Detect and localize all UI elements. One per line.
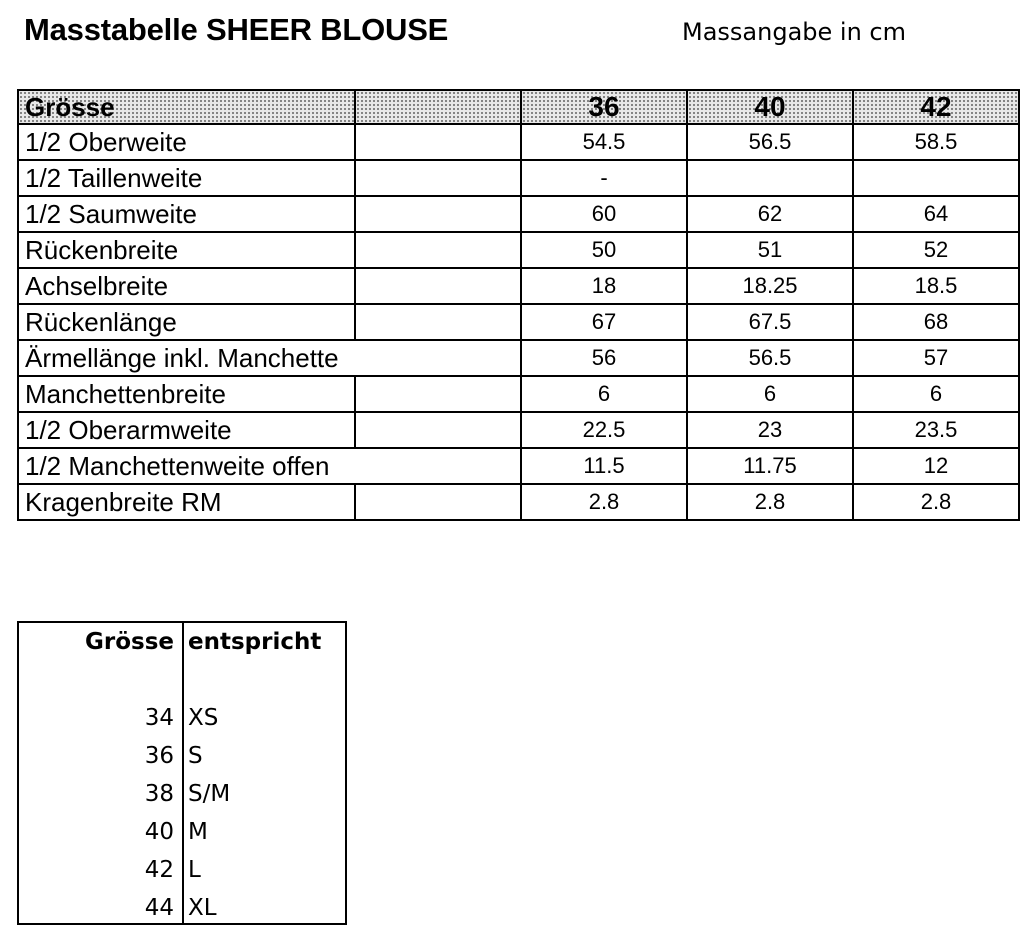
value-cell: 51 (687, 232, 853, 268)
value-cell: 11.75 (687, 448, 853, 484)
blank-cell (355, 268, 521, 304)
equivalent-column-header: entspricht (188, 629, 322, 655)
size-header-label: Grösse (18, 90, 355, 124)
size-equivalent: M (188, 819, 208, 845)
value-cell: 6 (687, 376, 853, 412)
row-label: Rückenlänge (18, 304, 355, 340)
size-number: 44 (144, 895, 174, 921)
table-row (18, 160, 1019, 196)
row-label: Kragenbreite RM (18, 484, 355, 520)
row-label: Achselbreite (18, 268, 355, 304)
value-cell: 56 (521, 340, 687, 376)
value-cell: 22.5 (521, 412, 687, 448)
size-header-42: 42 (853, 90, 1019, 124)
value-cell: 68 (853, 304, 1019, 340)
size-equivalent: S/M (188, 781, 231, 807)
value-cell: - (521, 160, 687, 196)
value-cell: 18.25 (687, 268, 853, 304)
blank-cell (355, 160, 521, 196)
value-cell: 57 (853, 340, 1019, 376)
list-item (19, 779, 345, 817)
size-number: 36 (144, 743, 174, 769)
value-cell: 56.5 (687, 340, 853, 376)
value-cell: 2.8 (687, 484, 853, 520)
row-label: Ärmellänge inkl. Manchette (18, 340, 355, 376)
blank-cell (355, 124, 521, 160)
measurement-table (17, 89, 1020, 521)
table-row (18, 340, 1019, 376)
value-cell: 60 (521, 196, 687, 232)
row-label: 1/2 Oberarmweite (18, 412, 355, 448)
list-item (19, 703, 345, 741)
value-cell: 58.5 (853, 124, 1019, 160)
table-row (18, 484, 1019, 520)
table-row (18, 448, 1019, 484)
table-row (18, 376, 1019, 412)
table-header-row (18, 90, 1019, 124)
row-label: Manchettenbreite (18, 376, 355, 412)
list-item (19, 893, 345, 931)
value-cell: 67 (521, 304, 687, 340)
page-title: Masstabelle SHEER BLOUSE (24, 12, 449, 47)
table-row (18, 232, 1019, 268)
size-equivalent: S (188, 743, 203, 769)
size-number: 40 (144, 819, 174, 845)
value-cell: 6 (521, 376, 687, 412)
blank-cell (355, 340, 521, 376)
value-cell (853, 160, 1019, 196)
blank-cell (355, 196, 521, 232)
size-equivalent: XS (188, 705, 219, 731)
list-item (19, 817, 345, 855)
value-cell: 12 (853, 448, 1019, 484)
size-equivalent: L (188, 857, 201, 883)
value-cell: 18 (521, 268, 687, 304)
row-label: 1/2 Saumweite (18, 196, 355, 232)
size-rows (19, 703, 345, 931)
table-row (18, 412, 1019, 448)
value-cell: 52 (853, 232, 1019, 268)
value-cell: 67.5 (687, 304, 853, 340)
row-label: 1/2 Taillenweite (18, 160, 355, 196)
size-column-header: Grösse (84, 629, 174, 655)
value-cell: 50 (521, 232, 687, 268)
size-equivalent: XL (188, 895, 217, 921)
size-equivalence-table (17, 621, 347, 925)
row-label: 1/2 Oberweite (18, 124, 355, 160)
value-cell (687, 160, 853, 196)
size-header-40: 40 (687, 90, 853, 124)
value-cell: 56.5 (687, 124, 853, 160)
row-label: 1/2 Manchettenweite offen (18, 448, 355, 484)
row-label: Rückenbreite (18, 232, 355, 268)
value-cell: 23.5 (853, 412, 1019, 448)
value-cell: 23 (687, 412, 853, 448)
blank-cell (355, 484, 521, 520)
size-number: 38 (144, 781, 174, 807)
size-number: 42 (144, 857, 174, 883)
blank-cell (355, 412, 521, 448)
blank-cell (355, 232, 521, 268)
table-row (18, 196, 1019, 232)
size-number: 34 (144, 705, 174, 731)
value-cell: 2.8 (521, 484, 687, 520)
value-cell: 6 (853, 376, 1019, 412)
list-item (19, 855, 345, 893)
value-cell: 18.5 (853, 268, 1019, 304)
value-cell: 64 (853, 196, 1019, 232)
table-row (18, 268, 1019, 304)
blank-cell (355, 448, 521, 484)
value-cell: 62 (687, 196, 853, 232)
size-header-36: 36 (521, 90, 687, 124)
table-row (18, 304, 1019, 340)
blank-cell (355, 304, 521, 340)
value-cell: 54.5 (521, 124, 687, 160)
table-row (18, 124, 1019, 160)
value-cell: 11.5 (521, 448, 687, 484)
blank-cell (355, 90, 521, 124)
value-cell: 2.8 (853, 484, 1019, 520)
list-item (19, 741, 345, 779)
unit-note: Massangabe in cm (682, 18, 906, 46)
blank-cell (355, 376, 521, 412)
